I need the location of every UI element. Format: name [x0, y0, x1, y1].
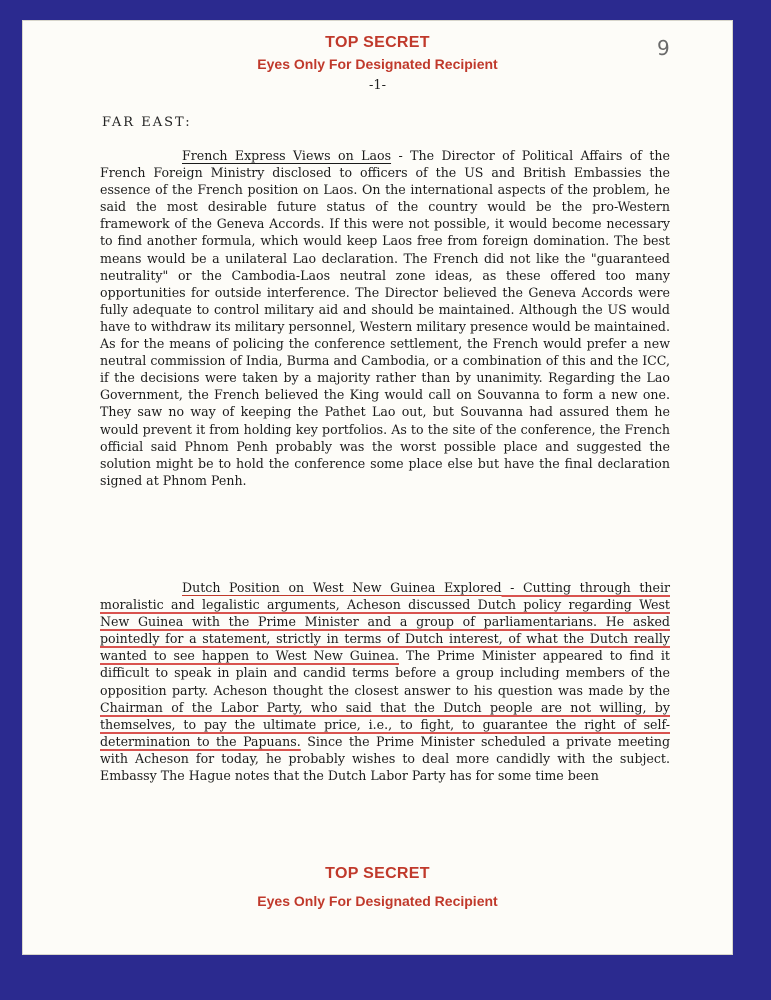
- paragraph-underlined-dutch-2: Chairman of the Labor Party, who said that the Dutch people are not willing, by themselves, to pay the ultimate price, i.e., to fight, to guarantee the right of self-determination to the Papuans.: [100, 699, 670, 749]
- page-number: -1-: [368, 78, 387, 93]
- paragraph-dutch: [100, 579, 670, 784]
- paragraph-laos: [100, 147, 670, 489]
- distribution-footer: Eyes Only For Designated Recipient: [257, 893, 498, 909]
- paragraph-underlined-dutch-1: - Cutting through their moralistic and legalistic arguments, Acheson discussed Dutch policy regarding West New Guinea with the Prime Minister and a group of parliamentarians. He asked pointedly for a statement, strictly in terms of Dutch interest, of what the Dutch really wanted to see happen to West New Guinea.: [100, 580, 670, 664]
- document-page: [22, 20, 733, 955]
- paragraph-body-dutch-mid: The Prime Minister appeared to find it difficult to speak in plain and candid terms before a group including members of the opposition party. Acheson thought the closest answer to his question was made by the: [100, 648, 670, 698]
- classification-header: TOP SECRET: [325, 34, 430, 51]
- classification-footer: TOP SECRET: [325, 865, 430, 882]
- paragraph-heading-dutch: Dutch Position on West New Guinea Explored: [182, 580, 502, 595]
- paragraph-body-laos: - The Director of Political Affairs of the French Foreign Ministry disclosed to officers of the US and British Embassies the essence of the French position on Laos. On the international aspects of the problem, he said the most desirable future status of the country would be the pro-Western framework of the Geneva Accords. If this were not possible, it would become necessary to find another formula, which would keep Laos free from foreign domination. The best means would be a unilateral Lao declaration. The French did not like the "guaranteed neutrality" or the Cambodia-Laos neutral zone ideas, as these offered too many opportunities for outside interference. The Director believed the Geneva Accords were fully adequate to control military aid and should be maintained. Although the US would have to withdraw its military personnel, Western military presence would be maintained. As for the means of policing the conference settlement, the French would prefer a new neutral commission of India, Burma and Cambodia, or a combination of this and the ICC, if the decisions were taken by a majority rather than by unanimity. Regarding the Lao Government, the French believed the King would call on Souvanna to form a new one. They saw no way of keeping the Pathet Lao out, but Souvanna had assured them he would prevent it from holding key portfolios. As to the site of the conference, the French official said Phnom Penh probably was the worst possible place and suggested the solution might be to hold the conference some place else but have the final declaration signed at Phnom Penh.: [100, 148, 670, 488]
- handwritten-page-mark: 9: [657, 36, 670, 60]
- distribution-header: Eyes Only For Designated Recipient: [257, 56, 498, 72]
- paragraph-heading-laos: French Express Views on Laos: [182, 148, 392, 163]
- paragraph-body-dutch-end: Since the Prime Minister scheduled a private meeting with Acheson for today, he probably wishes to deal more candidly with the subject. Embassy The Hague notes that the Dutch Labor Party has for some time been: [100, 733, 671, 784]
- section-label: FAR EAST:: [102, 115, 192, 130]
